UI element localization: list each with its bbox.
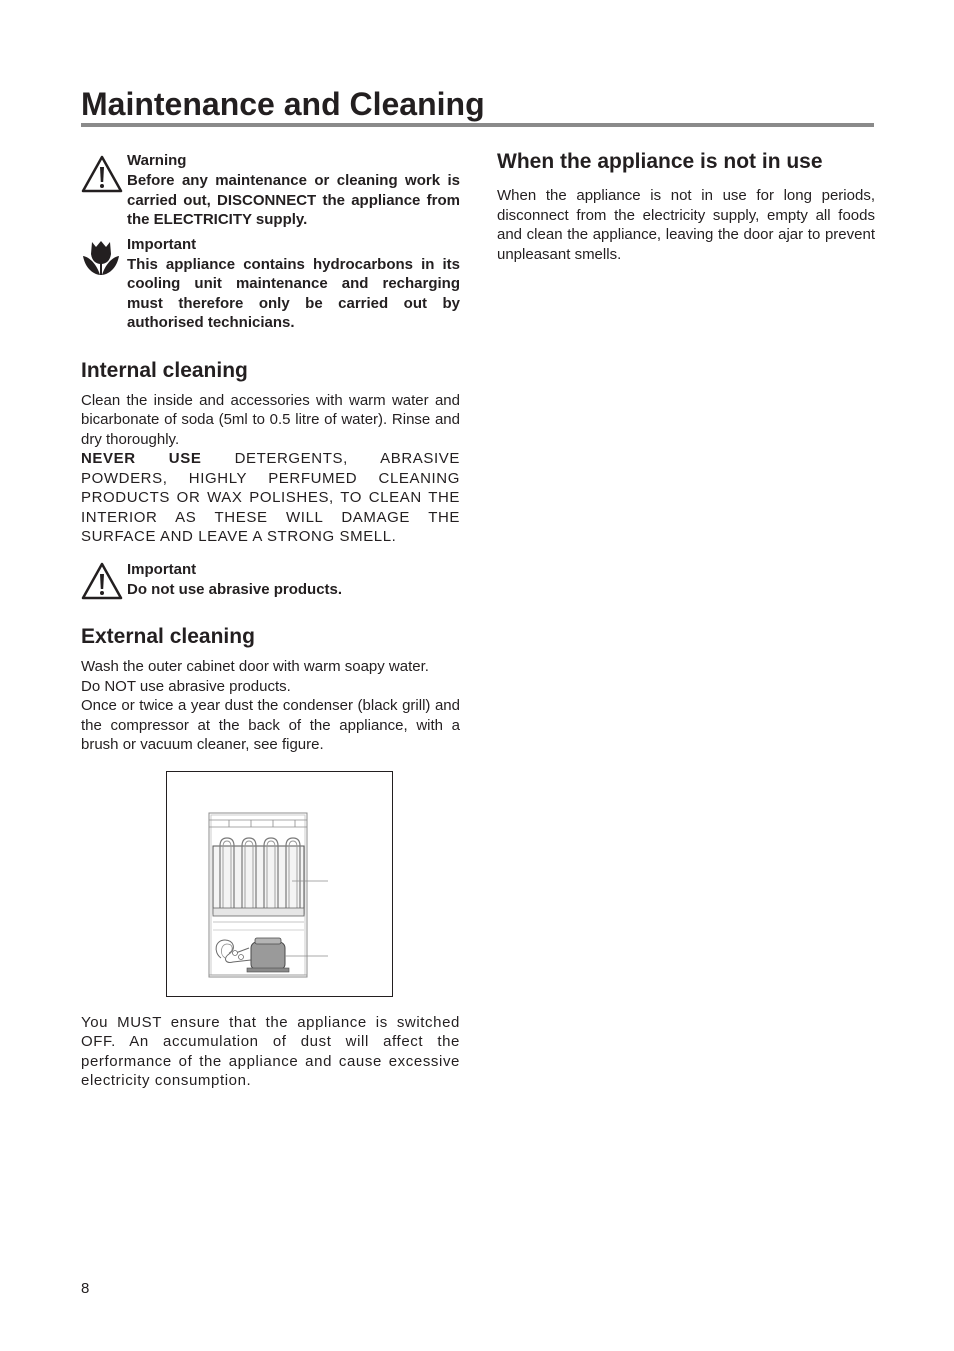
page-title: Maintenance and Cleaning (81, 86, 485, 122)
external-line-2: Do NOT use abrasive products. (81, 677, 291, 695)
warning-triangle-icon (81, 561, 123, 601)
never-use-paragraph (81, 449, 460, 547)
internal-cleaning-paragraph: Clean the inside and accessories with warm water and bicarbonate of soda (5ml to 0.5 litre of water). Rinse and dry thoroughly. (81, 391, 460, 448)
never-use-rest: DETERGENTS, ABRASIVE POWDERS, HIGHLY PERFUMED CLEANING PRODUCTS OR WAX POLISHES, TO CLEAN THE INTERIOR AS THESE WILL DAMAGE THE SURFACE AND LEAVE A STRONG SMELL. (81, 450, 460, 545)
external-line-1: Wash the outer cabinet door with warm soapy water. (81, 658, 429, 675)
after-figure-paragraph: You MUST ensure that the appliance is switched OFF. An accumulation of dust will affect the performance of the appliance and cause excessive electricity consumption. (81, 1013, 460, 1089)
warning-triangle-icon (81, 154, 123, 194)
external-cleaning-heading: External cleaning (81, 625, 255, 648)
page-number: 8 (81, 1280, 90, 1297)
not-in-use-heading: When the appliance is not in use (497, 150, 823, 173)
tulip-icon (81, 238, 123, 278)
important-text: This appliance contains hydrocarbons in its cooling unit maintenance and recharging must therefore only be carried out by authorised technicians. (127, 255, 460, 331)
warning-notice (81, 150, 460, 230)
important-hydrocarbons-notice (81, 234, 460, 333)
abrasive-important-title: Important (127, 560, 197, 578)
internal-cleaning-heading: Internal cleaning (81, 358, 248, 382)
never-use-lead: NEVER USE (81, 450, 202, 467)
title-rule (81, 123, 874, 127)
abrasive-important-text: Do not use abrasive products. (127, 580, 343, 598)
important-title: Important (127, 235, 197, 253)
warning-text: Before any maintenance or cleaning work is carried out, DISCONNECT the appliance from the ELECTRICITY supply. (127, 172, 460, 228)
right-column (497, 148, 875, 264)
left-column (81, 150, 460, 1091)
abrasive-notice (81, 559, 460, 600)
appliance-back-figure (166, 771, 393, 997)
not-in-use-paragraph: When the appliance is not in use for long periods, disconnect from the electricity supply, empty all foods and clean the appliance, leaving the door ajar to prevent unpleasant smells. (497, 187, 875, 263)
external-cleaning-paragraph: Once or twice a year dust the condenser (black grill) and the compressor at the back of the appliance, with a brush or vacuum cleaner, see figure. (81, 697, 460, 753)
condenser-compressor-illustration (167, 772, 394, 998)
warning-title: Warning (127, 152, 187, 169)
